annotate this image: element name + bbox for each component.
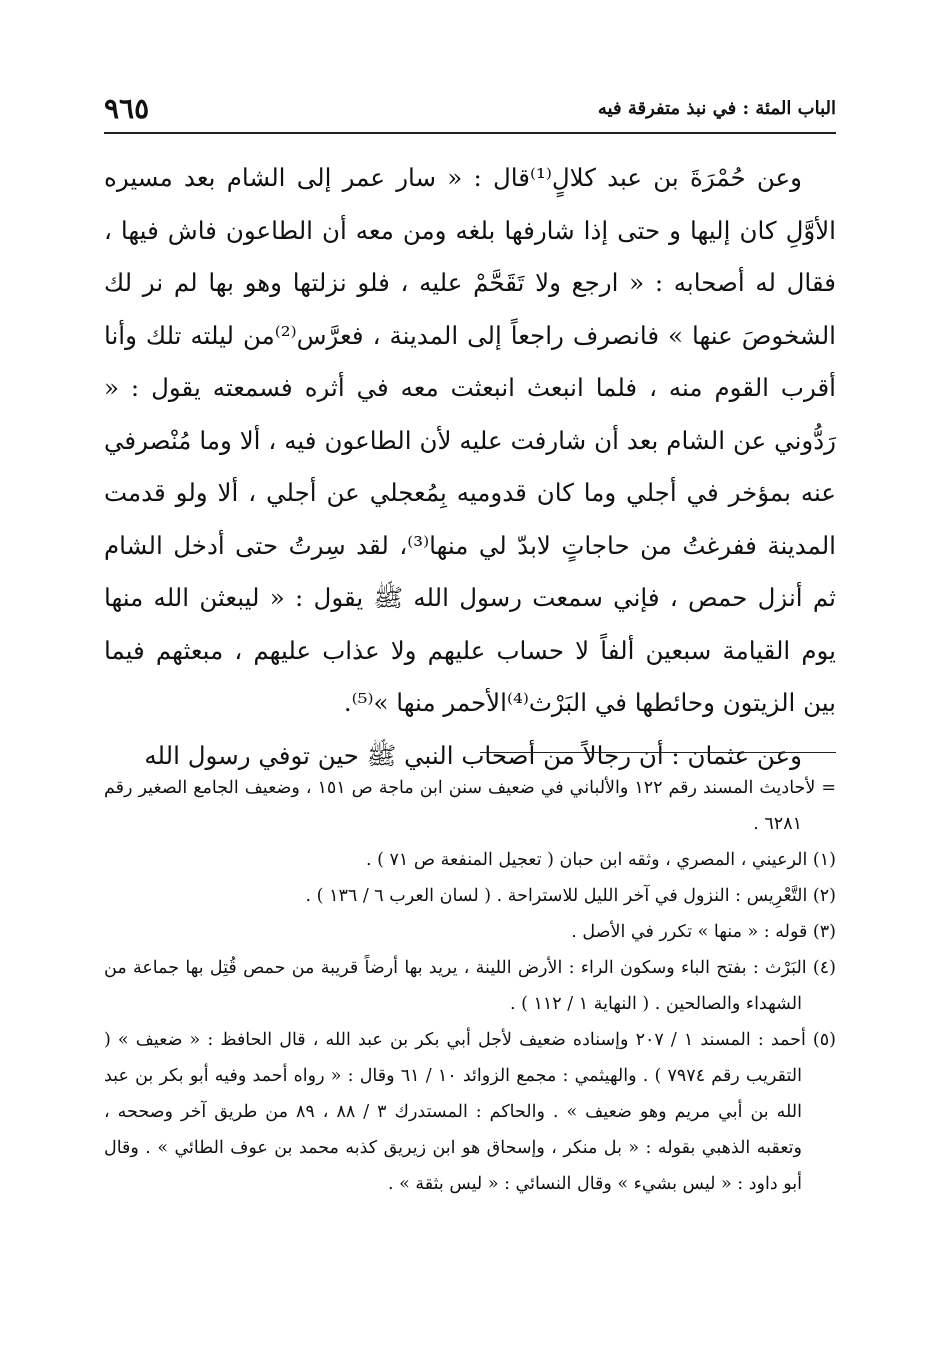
page-header [104,92,836,130]
page-number: ٩٦٥ [104,92,150,125]
running-title: الباب المئة : في نبذ متفرقة فيه [597,98,836,119]
footnote-3: (٣) قوله : « منها » تكرر في الأصل . [571,922,836,942]
footnote-1: (١) الرعيني ، المصري ، وثقه ابن حبان ( تعجيل المنفعة ص ٧١ ) . [365,850,836,870]
footnote-divider [480,752,836,753]
header-divider [104,132,836,134]
paragraph-hamza-hadith: وعن حُمْرَةَ بن عبد كلالٍ⁽¹⁾قال : « سار عمر إلى الشام بعد مسيره الأوَّلِ كان إليها و حتى إذا شارفها بلغه ومن معه أن الطاعون فاش فيها ، فقال له أصحابه : « ارجع ولا تَقَحَّمْ عليه ، فلو نزلتها وهو بها لم نر لك الشخوصَ عنها » فانصرف راجعاً إلى المدينة ، فعرَّس⁽²⁾من ليلته تلك وأنا أقرب القوم منه ، فلما انبعث انبعثت معه في أثره فسمعته يقول : « رَدُّوني عن الشام بعد أن شارفت عليه لأن الطاعون فيه ، ألا وما مُنْصرفي عنه بمؤخر في أجلي وما كان قدوميه بِمُعجلي عن أجلي ، ألا ولو قدمت المدينة ففرغتُ من حاجاتٍ لابدّ لي منها⁽³⁾، لقد سِرتُ حتى أدخل الشام ثم أنزل حمص ، فإني سمعت رسول الله ﷺ يقول : « ليبعثن الله منها يوم القيامة سبعين ألفاً لا حساب عليهم ولا عذاب عليهم ، مبعثهم فيما بين الزيتون وحائطها في البَرْث⁽⁴⁾الأحمر منها »⁽⁵⁾. [104,163,836,717]
footnotes [104,770,836,1202]
footnote-5: (٥) أحمد : المسند ١ / ٢٠٧ وإسناده ضعيف لأجل أبي بكر بن عبد الله ، قال الحافظ : « ضعيف » ( التقريب رقم ٧٩٧٤ ) . والهيثمي : مجمع الزوائد ١٠ / ٦١ وقال : « رواه أحمد وفيه أبو بكر بن عبد الله بن أبي مريم وهو ضعيف » . والحاكم : المستدرك ٣ / ٨٨ ، ٨٩ من طريق آخر وصححه ، وتعقبه الذهبي بقوله : « بل منكر ، وإسحاق هو ابن زيريق كذبه محمد بن عوف الطائي » . وقال أبو داود : « ليس بشيء » وقال النسائي : « ليس بثقة » . [104,1030,836,1194]
footnote-2: (٢) التَّعْرِيس : النزول في آخر الليل للاستراحة . ( لسان العرب ٦ / ١٣٦ ) . [305,886,836,906]
main-text [104,152,836,782]
paragraph-uthman-hadith: وعن عثمان : أن رجالاً من أصحاب النبي ﷺ حين توفي رسول الله [144,740,802,770]
footnote-4: (٤) البَرْث : بفتح الباء وسكون الراء : الأرض اللينة ، يريد بها أرضاً قريبة من حمص قُتِل بها جماعة من الشهداء والصالحين . ( النهاية ١ / ١١٢ ) . [104,958,836,1014]
footnote-continued: = لأحاديث المسند رقم ١٢٢ والألباني في ضعيف سنن ابن ماجة ص ١٥١ ، وضعيف الجامع الصغير رقم ٦٢٨١ . [104,778,837,834]
